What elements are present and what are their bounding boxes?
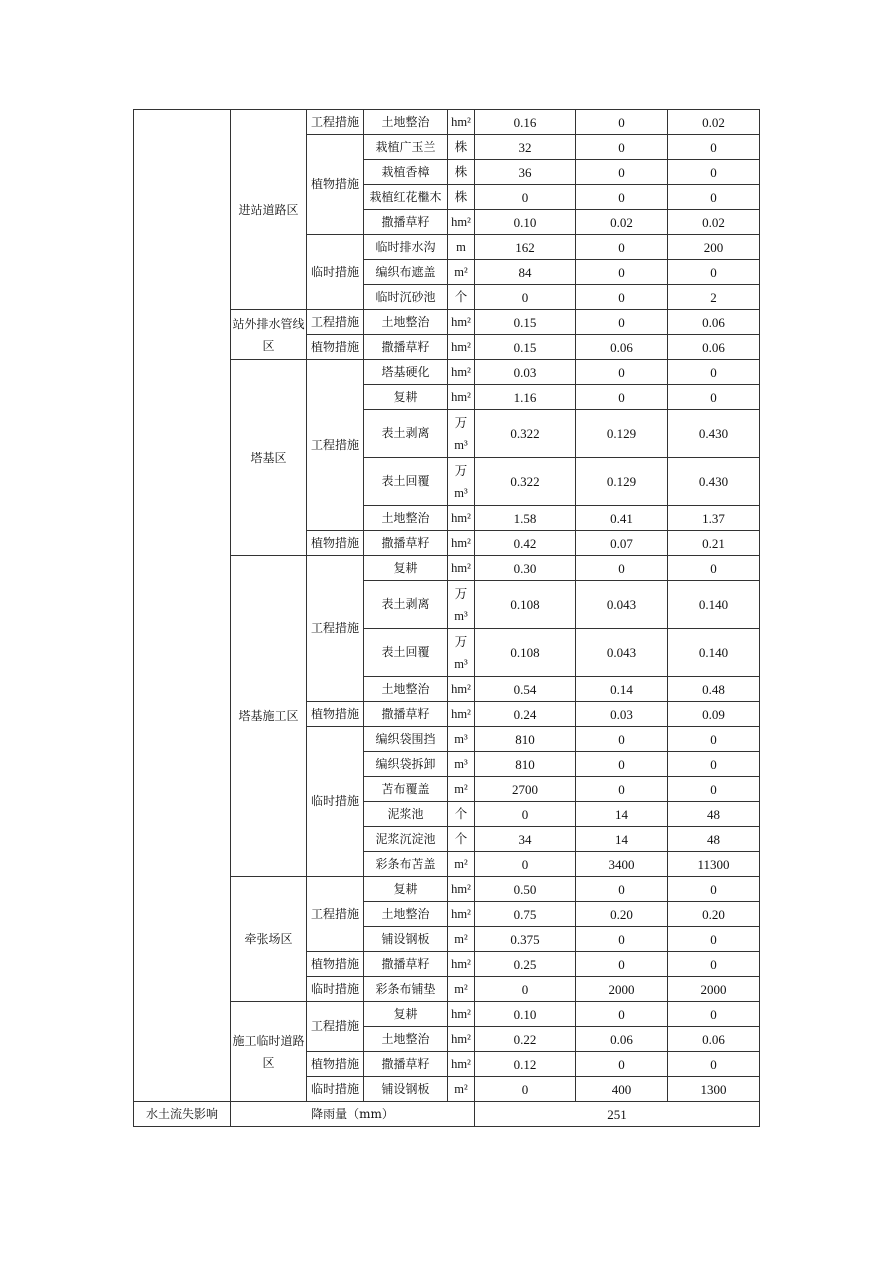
- unit-cell: hm²: [448, 110, 475, 135]
- value-cell-3: 0: [668, 1002, 760, 1027]
- unit-line-2: m³: [454, 608, 468, 623]
- area-name-cell: 塔基区: [231, 360, 307, 556]
- measure-name-cell: 撒播草籽: [364, 702, 448, 727]
- measure-name-cell: 铺设钢板: [364, 927, 448, 952]
- unit-cell: m³: [448, 727, 475, 752]
- unit-cell: hm²: [448, 310, 475, 335]
- value-cell-2: 14: [576, 827, 668, 852]
- measure-name-cell: 编织袋拆卸: [364, 752, 448, 777]
- unit-cell: m²: [448, 777, 475, 802]
- value-cell-2: 0.043: [576, 581, 668, 629]
- value-cell-2: 0: [576, 160, 668, 185]
- measure-type-cell: 工程措施: [307, 310, 364, 335]
- measure-type-cell: 植物措施: [307, 952, 364, 977]
- measure-name-cell: 塔基硬化: [364, 360, 448, 385]
- measure-type-cell: 临时措施: [307, 1077, 364, 1102]
- value-cell-3: 2: [668, 285, 760, 310]
- value-cell-1: 0: [475, 285, 576, 310]
- measure-type-cell: 工程措施: [307, 877, 364, 952]
- measure-name-cell: 撒播草籽: [364, 210, 448, 235]
- value-cell-2: 0: [576, 556, 668, 581]
- value-cell-2: 0.043: [576, 629, 668, 677]
- value-cell-3: 0.06: [668, 1027, 760, 1052]
- value-cell-2: 0.20: [576, 902, 668, 927]
- value-cell-2: 14: [576, 802, 668, 827]
- value-cell-2: 0.07: [576, 531, 668, 556]
- value-cell-3: 48: [668, 802, 760, 827]
- unit-cell: hm²: [448, 677, 475, 702]
- value-cell-1: 1.16: [475, 385, 576, 410]
- blank-category-cell: [134, 110, 231, 1102]
- unit-cell: hm²: [448, 902, 475, 927]
- unit-cell: hm²: [448, 952, 475, 977]
- value-cell-1: 0.03: [475, 360, 576, 385]
- value-cell-1: 0.24: [475, 702, 576, 727]
- value-cell-1: 84: [475, 260, 576, 285]
- unit-cell: 株: [448, 160, 475, 185]
- unit-line-1: 万: [454, 586, 468, 601]
- measure-name-cell: 栽植香樟: [364, 160, 448, 185]
- value-cell-1: 0.10: [475, 210, 576, 235]
- unit-cell: m²: [448, 1077, 475, 1102]
- value-cell-2: 0: [576, 360, 668, 385]
- unit-cell: m²: [448, 852, 475, 877]
- value-cell-2: 0: [576, 260, 668, 285]
- value-cell-3: 0: [668, 877, 760, 902]
- value-cell-2: 0.129: [576, 458, 668, 506]
- value-cell-1: 162: [475, 235, 576, 260]
- value-cell-2: 0.02: [576, 210, 668, 235]
- value-cell-3: 11300: [668, 852, 760, 877]
- value-cell-3: 0.430: [668, 458, 760, 506]
- measure-type-cell: 工程措施: [307, 110, 364, 135]
- measure-name-cell: 彩条布苫盖: [364, 852, 448, 877]
- unit-cell: m³: [448, 752, 475, 777]
- measure-name-cell: 土地整治: [364, 677, 448, 702]
- value-cell-1: 0.25: [475, 952, 576, 977]
- measure-name-cell: 土地整治: [364, 1027, 448, 1052]
- measure-type-cell: 临时措施: [307, 235, 364, 310]
- unit-cell: 个: [448, 802, 475, 827]
- value-cell-3: 0.06: [668, 335, 760, 360]
- measure-name-cell: 土地整治: [364, 506, 448, 531]
- footer-row: [134, 1102, 760, 1127]
- value-cell-3: 200: [668, 235, 760, 260]
- measure-name-cell: 表土回覆: [364, 458, 448, 506]
- value-cell-3: 0: [668, 752, 760, 777]
- unit-cell: hm²: [448, 506, 475, 531]
- measure-name-cell: 复耕: [364, 385, 448, 410]
- area-name-cell: 施工临时道路区: [231, 1002, 307, 1102]
- value-cell-1: 1.58: [475, 506, 576, 531]
- value-cell-2: 0: [576, 235, 668, 260]
- value-cell-1: 0.108: [475, 581, 576, 629]
- unit-cell: [448, 458, 475, 506]
- value-cell-3: 0.140: [668, 581, 760, 629]
- value-cell-3: 0: [668, 1052, 760, 1077]
- unit-cell: hm²: [448, 877, 475, 902]
- value-cell-1: 2700: [475, 777, 576, 802]
- measure-name-cell: 临时沉砂池: [364, 285, 448, 310]
- value-cell-1: 0.50: [475, 877, 576, 902]
- measure-name-cell: 撒播草籽: [364, 1052, 448, 1077]
- unit-cell: hm²: [448, 556, 475, 581]
- value-cell-3: 0.02: [668, 110, 760, 135]
- value-cell-1: 0.12: [475, 1052, 576, 1077]
- measure-name-cell: 土地整治: [364, 902, 448, 927]
- measure-name-cell: 泥浆沉淀池: [364, 827, 448, 852]
- value-cell-2: 0: [576, 727, 668, 752]
- unit-cell: 个: [448, 827, 475, 852]
- measure-type-cell: 植物措施: [307, 335, 364, 360]
- measure-type-cell: 植物措施: [307, 1052, 364, 1077]
- value-cell-2: 0.14: [576, 677, 668, 702]
- unit-cell: 株: [448, 135, 475, 160]
- value-cell-2: 2000: [576, 977, 668, 1002]
- unit-cell: m²: [448, 977, 475, 1002]
- value-cell-3: 0.20: [668, 902, 760, 927]
- value-cell-2: 0: [576, 135, 668, 160]
- unit-line-1: 万: [454, 415, 468, 430]
- unit-cell: [448, 410, 475, 458]
- value-cell-1: 0.75: [475, 902, 576, 927]
- value-cell-2: 0.06: [576, 1027, 668, 1052]
- measure-type-cell: 工程措施: [307, 556, 364, 702]
- footer-label-cell: 水土流失影响: [134, 1102, 231, 1127]
- unit-cell: hm²: [448, 335, 475, 360]
- value-cell-2: 0: [576, 1002, 668, 1027]
- value-cell-2: 0: [576, 952, 668, 977]
- value-cell-2: 0: [576, 927, 668, 952]
- value-cell-3: 0: [668, 260, 760, 285]
- value-cell-1: 0.22: [475, 1027, 576, 1052]
- value-cell-1: 0.108: [475, 629, 576, 677]
- measure-type-cell: 临时措施: [307, 977, 364, 1002]
- value-cell-2: 0.03: [576, 702, 668, 727]
- footer-value-cell: 251: [475, 1102, 760, 1127]
- unit-cell: hm²: [448, 210, 475, 235]
- unit-cell: hm²: [448, 531, 475, 556]
- value-cell-1: 0: [475, 852, 576, 877]
- value-cell-3: 0: [668, 927, 760, 952]
- unit-line-1: 万: [454, 634, 468, 649]
- area-name-cell: 塔基施工区: [231, 556, 307, 877]
- value-cell-2: 0: [576, 285, 668, 310]
- value-cell-1: 0.15: [475, 310, 576, 335]
- value-cell-2: 0: [576, 110, 668, 135]
- value-cell-3: 0.48: [668, 677, 760, 702]
- unit-cell: [448, 581, 475, 629]
- measure-name-cell: 临时排水沟: [364, 235, 448, 260]
- unit-cell: hm²: [448, 360, 475, 385]
- unit-line-2: m³: [454, 656, 468, 671]
- measure-name-cell: 撒播草籽: [364, 952, 448, 977]
- measure-name-cell: 编织布遮盖: [364, 260, 448, 285]
- value-cell-1: 810: [475, 752, 576, 777]
- value-cell-1: 0: [475, 1077, 576, 1102]
- measures-table: [133, 109, 760, 1127]
- value-cell-3: 0: [668, 952, 760, 977]
- unit-cell: hm²: [448, 1052, 475, 1077]
- value-cell-3: 48: [668, 827, 760, 852]
- value-cell-3: 0: [668, 777, 760, 802]
- measure-type-cell: 植物措施: [307, 702, 364, 727]
- value-cell-1: 0.10: [475, 1002, 576, 1027]
- measure-name-cell: 表土回覆: [364, 629, 448, 677]
- value-cell-1: 36: [475, 160, 576, 185]
- value-cell-2: 0: [576, 877, 668, 902]
- area-name-cell: 牵张场区: [231, 877, 307, 1002]
- value-cell-2: 0.06: [576, 335, 668, 360]
- value-cell-3: 1.37: [668, 506, 760, 531]
- measure-type-cell: 工程措施: [307, 360, 364, 531]
- measure-name-cell: 苫布覆盖: [364, 777, 448, 802]
- value-cell-1: 810: [475, 727, 576, 752]
- footer-item-cell: 降雨量（mm）: [231, 1102, 475, 1127]
- unit-cell: 个: [448, 285, 475, 310]
- value-cell-2: 0: [576, 752, 668, 777]
- value-cell-3: 0.140: [668, 629, 760, 677]
- measure-name-cell: 复耕: [364, 1002, 448, 1027]
- unit-cell: m: [448, 235, 475, 260]
- measure-name-cell: 栽植广玉兰: [364, 135, 448, 160]
- value-cell-3: 0: [668, 135, 760, 160]
- value-cell-1: 0.42: [475, 531, 576, 556]
- measure-name-cell: 撒播草籽: [364, 531, 448, 556]
- value-cell-1: 34: [475, 827, 576, 852]
- value-cell-3: 0: [668, 160, 760, 185]
- value-cell-1: 0: [475, 185, 576, 210]
- measure-name-cell: 铺设钢板: [364, 1077, 448, 1102]
- value-cell-2: 0: [576, 185, 668, 210]
- measure-type-cell: 植物措施: [307, 531, 364, 556]
- measure-type-cell: 临时措施: [307, 727, 364, 877]
- measure-name-cell: 表土剥离: [364, 410, 448, 458]
- value-cell-1: 0.375: [475, 927, 576, 952]
- value-cell-3: 0.06: [668, 310, 760, 335]
- value-cell-3: 0.09: [668, 702, 760, 727]
- measure-name-cell: 表土剥离: [364, 581, 448, 629]
- unit-cell: hm²: [448, 385, 475, 410]
- value-cell-3: 0: [668, 385, 760, 410]
- value-cell-2: 0.129: [576, 410, 668, 458]
- unit-cell: 株: [448, 185, 475, 210]
- unit-cell: m²: [448, 927, 475, 952]
- value-cell-3: 2000: [668, 977, 760, 1002]
- value-cell-2: 0: [576, 1052, 668, 1077]
- measure-name-cell: 土地整治: [364, 110, 448, 135]
- table-row: [134, 110, 760, 135]
- value-cell-3: 1300: [668, 1077, 760, 1102]
- measure-name-cell: 复耕: [364, 556, 448, 581]
- unit-cell: m²: [448, 260, 475, 285]
- unit-line-2: m³: [454, 485, 468, 500]
- value-cell-3: 0: [668, 727, 760, 752]
- measure-name-cell: 编织袋围挡: [364, 727, 448, 752]
- unit-cell: hm²: [448, 1027, 475, 1052]
- value-cell-1: 0: [475, 802, 576, 827]
- value-cell-1: 0.30: [475, 556, 576, 581]
- unit-cell: [448, 629, 475, 677]
- unit-cell: hm²: [448, 1002, 475, 1027]
- unit-line-2: m³: [454, 437, 468, 452]
- value-cell-3: 0: [668, 185, 760, 210]
- area-name-cell: 进站道路区: [231, 110, 307, 310]
- measure-name-cell: 泥浆池: [364, 802, 448, 827]
- value-cell-2: 0: [576, 310, 668, 335]
- unit-line-1: 万: [454, 463, 468, 478]
- value-cell-3: 0.21: [668, 531, 760, 556]
- value-cell-2: 3400: [576, 852, 668, 877]
- value-cell-1: 32: [475, 135, 576, 160]
- measure-name-cell: 撒播草籽: [364, 335, 448, 360]
- area-name-cell: 站外排水管线区: [231, 310, 307, 360]
- measure-name-cell: 复耕: [364, 877, 448, 902]
- value-cell-1: 0: [475, 977, 576, 1002]
- value-cell-3: 0.02: [668, 210, 760, 235]
- value-cell-1: 0.54: [475, 677, 576, 702]
- table-body: [134, 110, 760, 1127]
- value-cell-1: 0.15: [475, 335, 576, 360]
- value-cell-1: 0.322: [475, 410, 576, 458]
- value-cell-2: 0.41: [576, 506, 668, 531]
- measure-name-cell: 栽植红花檵木: [364, 185, 448, 210]
- unit-cell: hm²: [448, 702, 475, 727]
- value-cell-1: 0.322: [475, 458, 576, 506]
- value-cell-3: 0: [668, 556, 760, 581]
- value-cell-3: 0: [668, 360, 760, 385]
- value-cell-3: 0.430: [668, 410, 760, 458]
- value-cell-2: 400: [576, 1077, 668, 1102]
- value-cell-2: 0: [576, 385, 668, 410]
- value-cell-2: 0: [576, 777, 668, 802]
- measure-type-cell: 工程措施: [307, 1002, 364, 1052]
- measure-type-cell: 植物措施: [307, 135, 364, 235]
- measure-name-cell: 土地整治: [364, 310, 448, 335]
- value-cell-1: 0.16: [475, 110, 576, 135]
- measure-name-cell: 彩条布铺垫: [364, 977, 448, 1002]
